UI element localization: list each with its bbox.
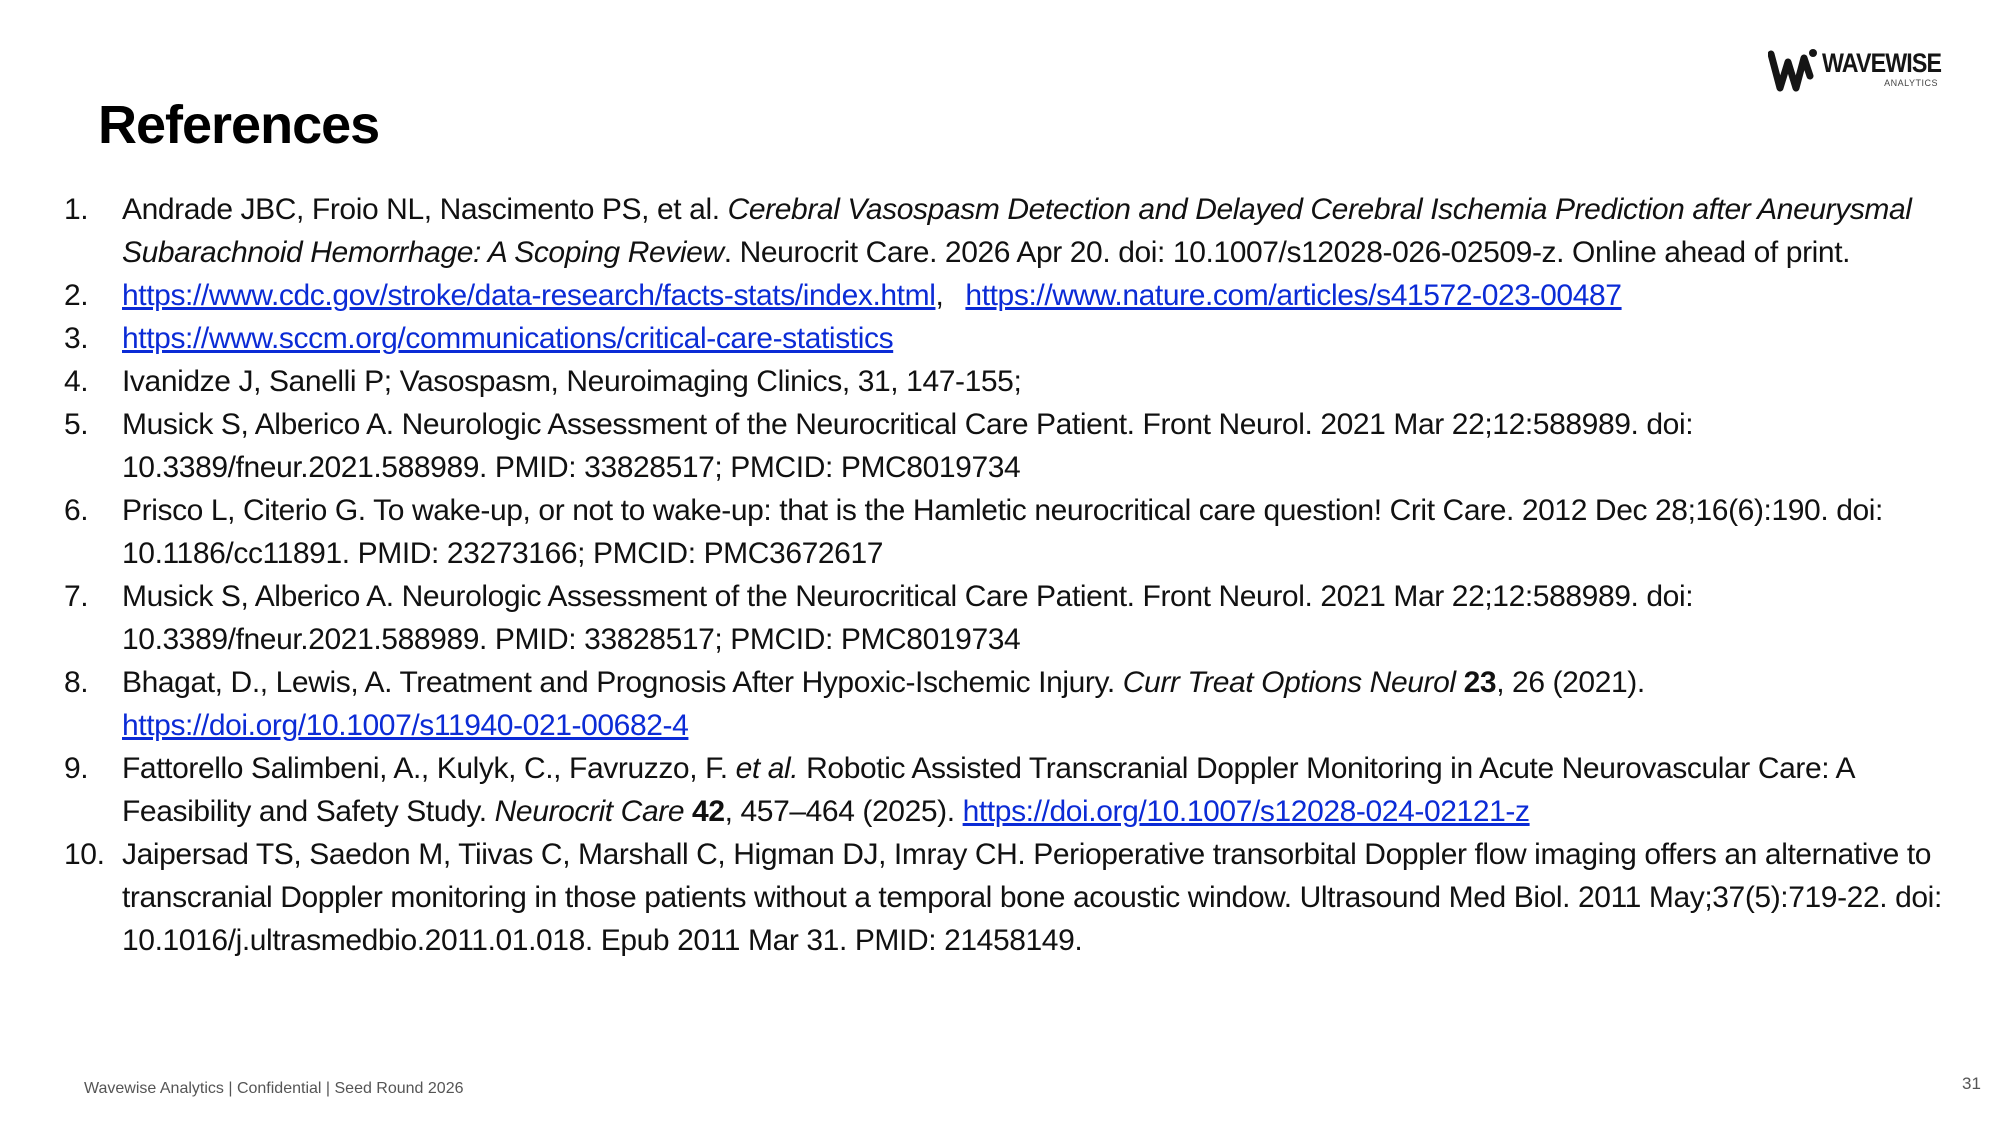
reference-item	[0, 747, 1960, 833]
reference-item	[0, 188, 1960, 274]
reference-text: Robotic Assisted Transcranial Doppler Monitoring in Acute Neurovascular Care: A Feasibility and Safety Study.	[122, 752, 1854, 828]
reference-list	[0, 188, 1960, 962]
reference-volume: 42	[692, 795, 725, 828]
reference-title: Cerebral Vasospasm Detection and Delayed Cerebral Ischemia Prediction after Aneurysmal Subarachnoid Hemorrhage: A Scoping Review	[122, 193, 1912, 269]
reference-item	[0, 833, 1960, 962]
logo-wordmark: WAVEWISE	[1822, 48, 1942, 78]
reference-text: Bhagat, D., Lewis, A. Treatment and Prognosis After Hypoxic-Ischemic Injury.	[122, 666, 1123, 699]
reference-journal: Curr Treat Options Neurol	[1122, 666, 1456, 699]
reference-item	[0, 274, 1960, 317]
reference-volume: 23	[1463, 666, 1497, 699]
reference-number: 6.	[64, 494, 89, 527]
reference-text: Musick S, Alberico A. Neurologic Assessment of the Neurocritical Care Patient. Front Neurol. 2021 Mar 22;12:588989. doi: 10.3389/fneur.2021.588989. PMID: 33828517; PMCID: PMC8019734	[122, 408, 1694, 484]
reference-number: 9.	[64, 752, 89, 785]
reference-item	[0, 661, 1960, 747]
reference-details: . Neurocrit Care. 2026 Apr 20. doi: 10.1007/s12028-026-02509-z. Online ahead of print.	[723, 236, 1851, 269]
reference-number: 4.	[64, 365, 89, 398]
footer-text: Wavewise Analytics | Confidential | Seed Round 2026	[84, 1080, 464, 1097]
reference-text: Jaipersad TS, Saedon M, Tiivas C, Marshall C, Higman DJ, Imray CH. Perioperative transorbital Doppler flow imaging offers an alternative to transcranial Doppler monitoring in those patients without a temporal bone acoustic window. Ultrasound Med Biol. 2011 May;37(5):719-22. doi: 10.1016/j.ultrasmedbio.2011.01.018. Epub 2011 Mar 31. PMID: 21458149.	[122, 838, 1942, 957]
reference-separator: ,	[935, 279, 944, 312]
page-title: References	[98, 95, 380, 155]
reference-etal: et al.	[735, 752, 799, 785]
reference-number: 2.	[64, 279, 89, 312]
reference-authors: Andrade JBC, Froio NL, Nascimento PS, et al.	[122, 193, 728, 226]
reference-text: Ivanidze J, Sanelli P; Vasospasm, Neuroimaging Clinics, 31, 147-155;	[122, 365, 1022, 398]
reference-link-doi[interactable]: https://doi.org/10.1007/s12028-024-02121-z	[962, 795, 1530, 828]
reference-journal: Neurocrit Care	[494, 795, 685, 828]
reference-number: 1.	[64, 193, 89, 226]
reference-item	[0, 575, 1960, 661]
reference-link-sccm[interactable]: https://www.sccm.org/communications/critical-care-statistics	[122, 322, 894, 355]
logo-subtitle: ANALYTICS	[1884, 78, 1938, 88]
reference-link-cdc[interactable]: https://www.cdc.gov/stroke/data-research/facts-stats/index.html	[122, 279, 936, 312]
reference-text: Musick S, Alberico A. Neurologic Assessment of the Neurocritical Care Patient. Front Neurol. 2021 Mar 22;12:588989. doi: 10.3389/fneur.2021.588989. PMID: 33828517; PMCID: PMC8019734	[122, 580, 1694, 656]
reference-number: 8.	[64, 666, 89, 699]
reference-item	[0, 360, 1960, 403]
reference-number: 3.	[64, 322, 89, 355]
reference-number: 5.	[64, 408, 89, 441]
reference-details: , 457–464 (2025).	[724, 795, 963, 828]
company-logo	[1768, 46, 1944, 96]
reference-authors: Fattorello Salimbeni, A., Kulyk, C., Favruzzo, F.	[122, 752, 736, 785]
reference-item	[0, 317, 1960, 360]
reference-item	[0, 403, 1960, 489]
reference-link-doi[interactable]: https://doi.org/10.1007/s11940-021-00682-4	[122, 709, 689, 742]
reference-details: , 26 (2021).	[1496, 666, 1645, 699]
reference-number: 10.	[64, 838, 105, 871]
reference-number: 7.	[64, 580, 89, 613]
wave-mark-icon	[1768, 46, 1818, 94]
reference-text: Prisco L, Citerio G. To wake-up, or not to wake-up: that is the Hamletic neurocritical care question! Crit Care. 2012 Dec 28;16(6):190. doi: 10.1186/cc11891. PMID: 23273166; PMCID: PMC3672617	[122, 494, 1883, 570]
reference-item	[0, 489, 1960, 575]
page-number: 31	[1962, 1074, 1981, 1093]
reference-link-nature[interactable]: https://www.nature.com/articles/s41572-023-00487	[965, 279, 1622, 312]
